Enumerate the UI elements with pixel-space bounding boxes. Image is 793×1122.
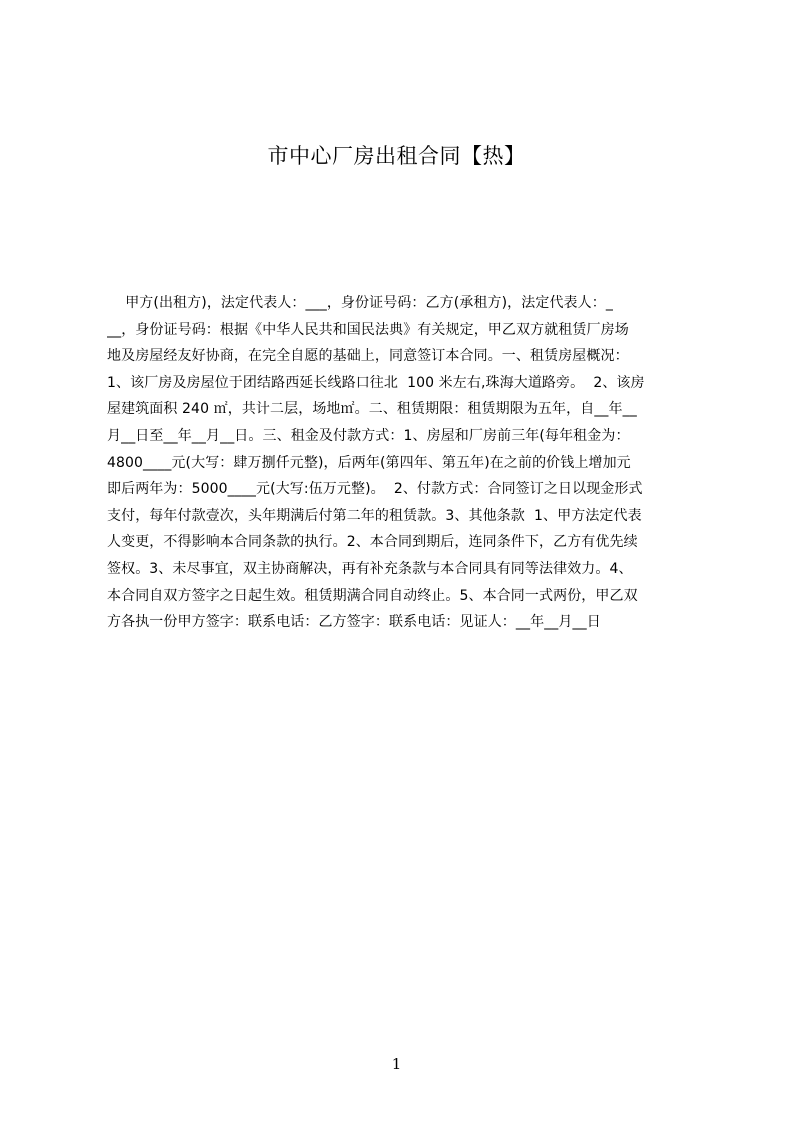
body-line: 屋建筑面积 240 ㎡，共计二层，场地㎡。二、租赁期限：租赁期限为五年，自__年__	[107, 401, 637, 418]
body-line: 方各执一份甲方签字：联系电话：乙方签字：联系电话：见证人：__年__月__日	[107, 614, 601, 631]
body-line: 地及房屋经友好协商，在完全自愿的基础上，同意签订本合同。一、租赁房屋概况：	[107, 348, 629, 365]
body-line: 人变更，不得影响本合同条款的执行。2、本合同到期后，连同条件下，乙方有优先续	[107, 534, 638, 551]
body-line: 签权。3、未尽事宜，双主协商解决，再有补充条款与本合同具有同等法律效力。4、	[107, 560, 633, 577]
body-line: 月__日至__年__月__日。三、租金及付款方式：1、房屋和厂房前三年(每年租金为：	[107, 427, 630, 444]
contract-body	[107, 290, 697, 636]
body-line: __，身份证号码：根据《中华人民共和国民法典》有关规定，甲乙双方就租赁厂房场	[107, 321, 629, 338]
body-line: 即后两年为：5000____元(大写:伍万元整)。 2、付款方式：合同签订之日以现金形式	[107, 481, 643, 498]
body-line: 支付，每年付款壹次，头年期满后付第二年的租赁款。3、其他条款 1、甲方法定代表	[107, 507, 642, 524]
page-number: 1	[391, 1055, 402, 1073]
body-line: 1、该厂房及房屋位于团结路西延长线路口往北 100 米左右,珠海大道路旁。 2、该房	[107, 374, 645, 391]
page-title: 市中心厂房出租合同【热】	[267, 144, 526, 168]
body-line: 甲方(出租方)，法定代表人：___，身份证号码：乙方(承租方)，法定代表人：_	[107, 295, 613, 311]
body-line: 4800____元(大写：肆万捌仟元整)，后两年(第四年、第五年)在之前的价钱上增加元	[107, 454, 631, 471]
body-line: 本合同自双方签字之日起生效。租赁期满合同自动终止。5、本合同一式两份，甲乙双	[107, 587, 638, 604]
